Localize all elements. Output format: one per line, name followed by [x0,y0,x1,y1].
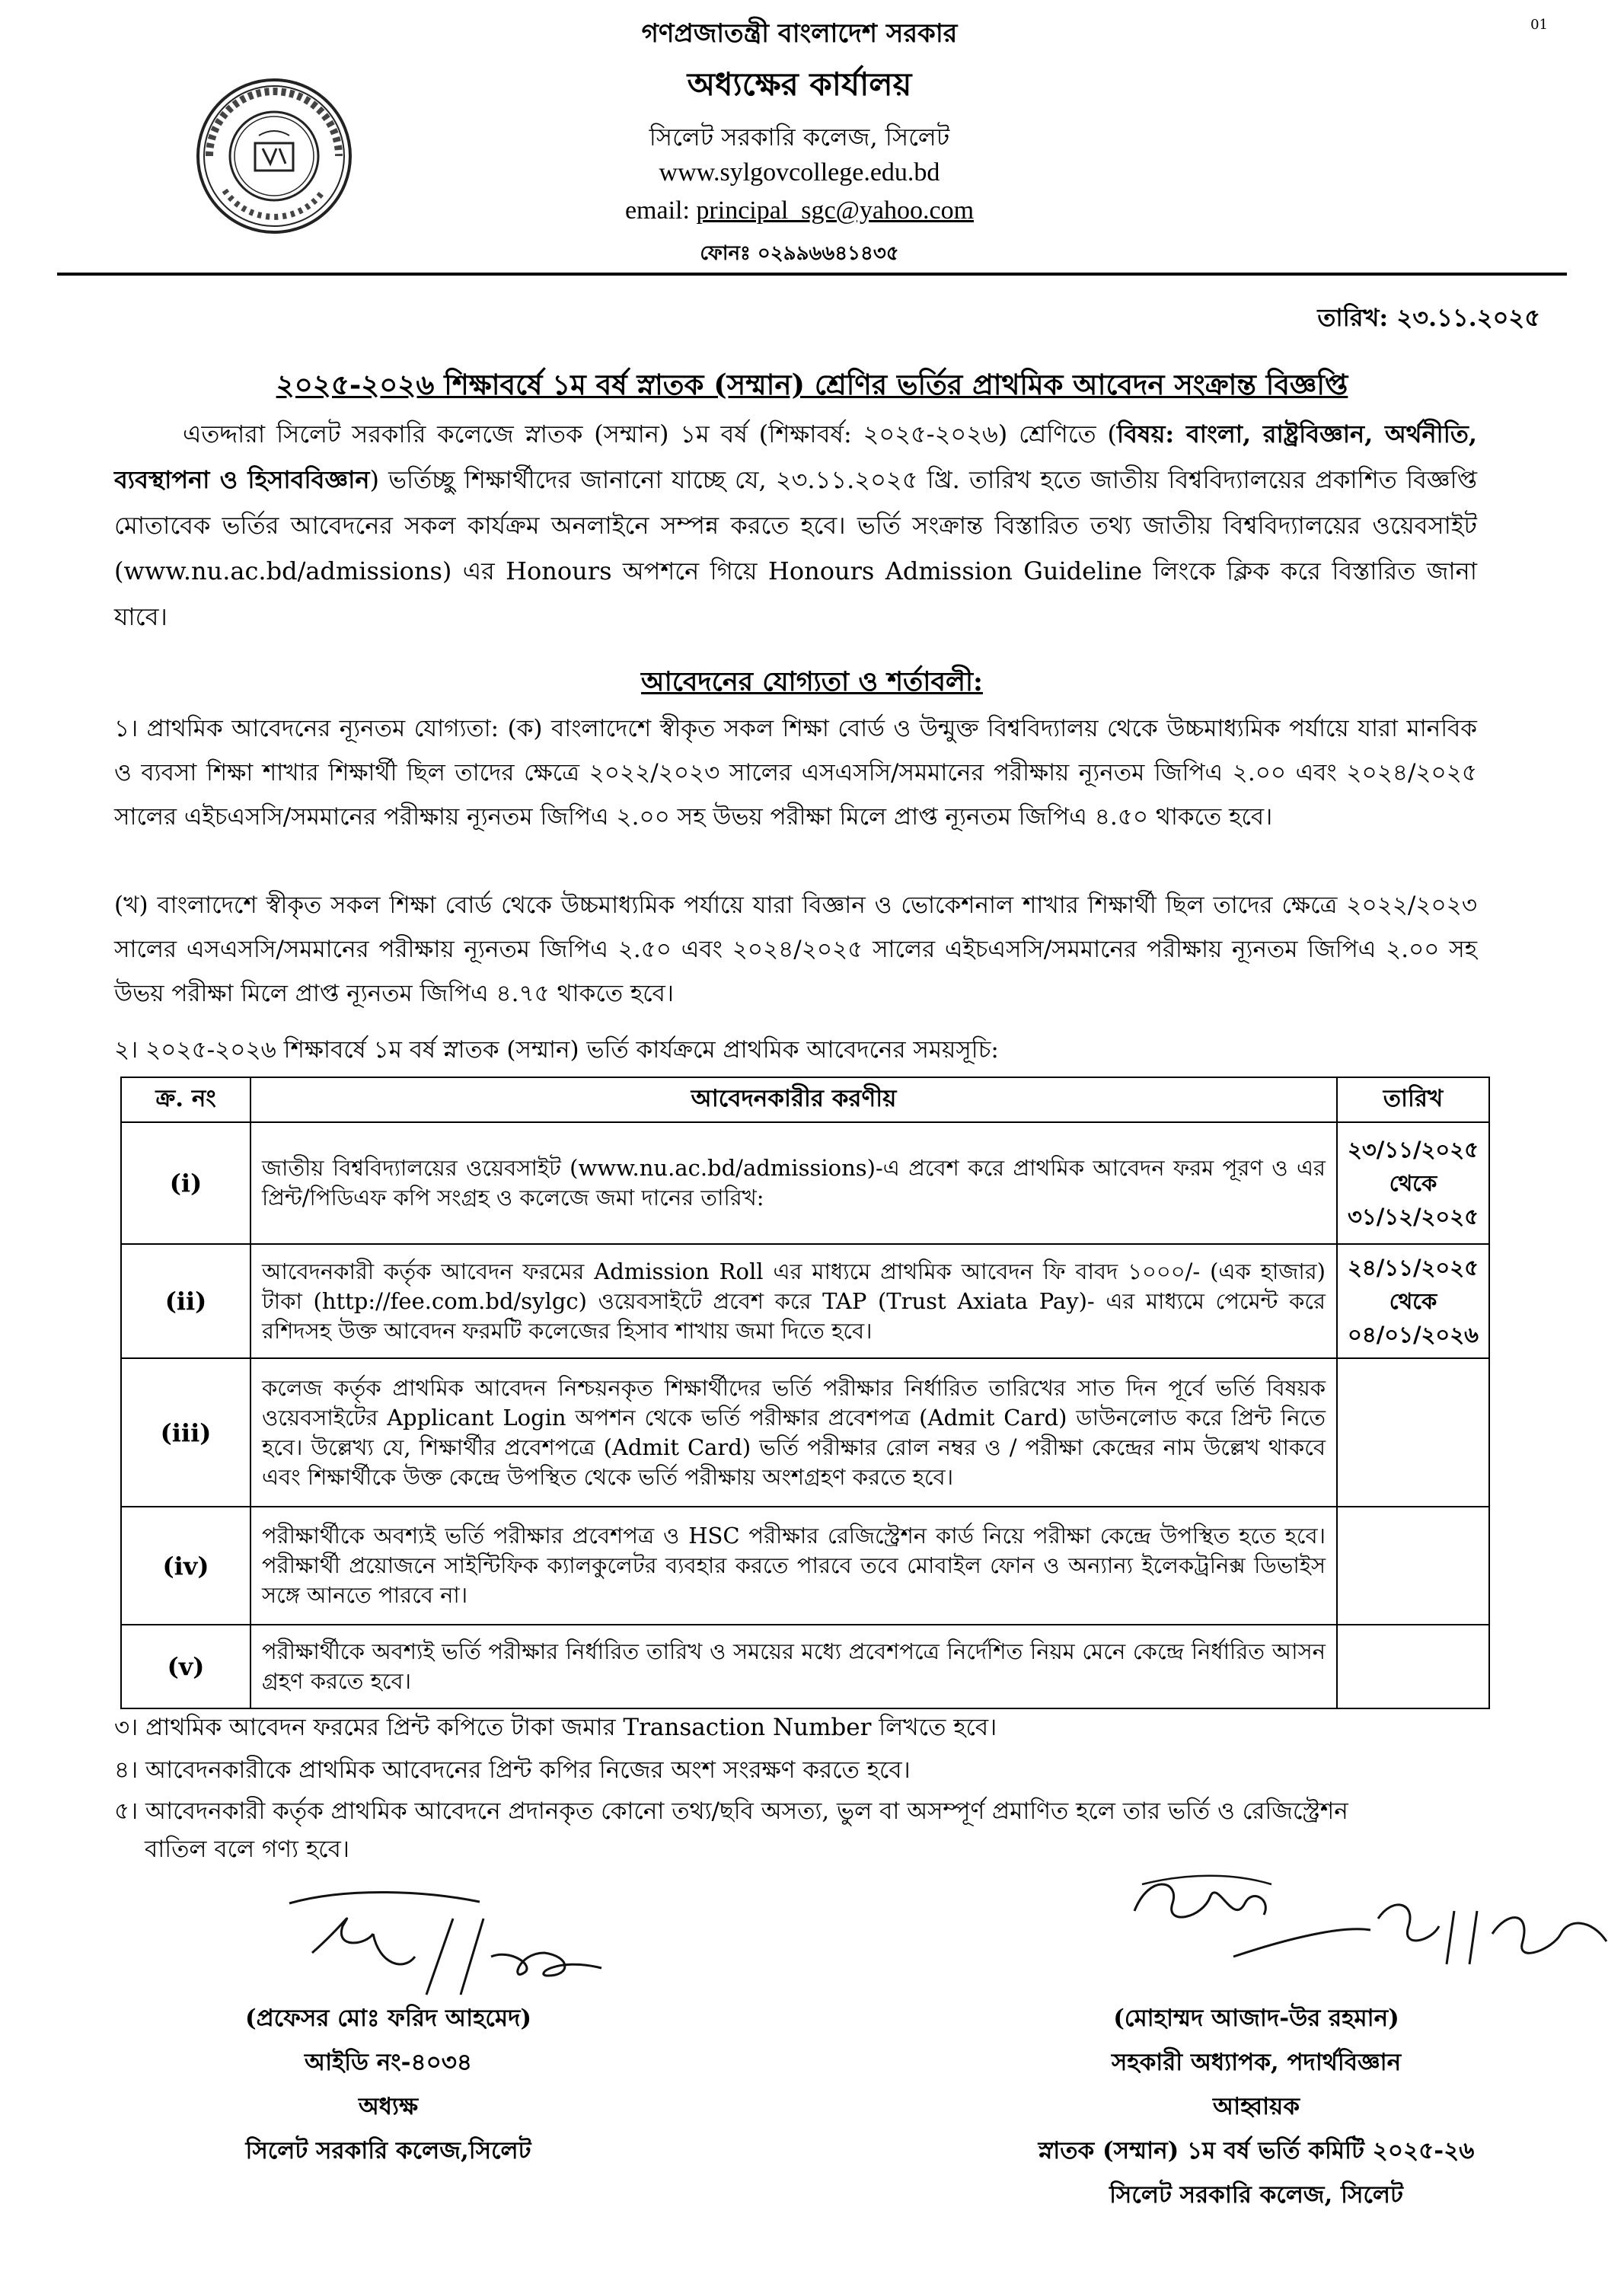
conditions-title: আবেদনের যোগ্যতা ও শর্তাবলী: [641,666,983,697]
header-email-line [381,196,1218,225]
note-3: ৩। প্রাথমিক আবেদন ফরমের প্রিন্ট কপিতে টাকা জমার Transaction Number লিখতে হবে। [114,1714,997,1741]
note-5 [114,1792,1477,1868]
notice-date: তারিখ: ২৩.১১.২০২৫ [1317,303,1540,332]
row-task: আবেদনকারী কর্তৃক আবেদন ফরমের Admission Roll এর মাধ্যমে প্রাথমিক আবেদন ফি বাবদ ১০০০/- (এক হাজার) টাকা (http://fee.com.bd/sylgc) ওয়েবসাইটে প্রবেশ করে TAP (Trust Axiata Pay)- এর মাধ্যমে পেমেন্ট করে রশিদসহ উক্ত আবেদন ফরমটি কলেজের হিসাব শাখায় জমা দিতে হবে। [250,1244,1337,1358]
header-website: www.sylgovcollege.edu.bd [659,158,940,187]
row-serial: (iv) [121,1507,250,1625]
table-row [121,1122,1489,1244]
col-header-date: তারিখ [1337,1077,1489,1122]
signatory-right-committee: স্নাতক (সম্মান) ১ম বর্ষ ভর্তি কমিটি ২০২৫-২৬ [1038,2137,1475,2164]
table-row [121,1507,1489,1625]
note-5-line-1: ৫। আবেদনকারী কর্তৃক প্রাথমিক আবেদনে প্রদানকৃত কোনো তথ্য/ছবি অসত্য, ভুল বা অসম্পূর্ণ প্রমাণিত হলে তার ভর্তি ও রেজিস্ট্রেশন [114,1798,1348,1825]
signatory-left-id: আইডি নং-৪০৩৪ [304,2049,473,2076]
signatory-left-designation: অধ্যক্ষ [358,2093,419,2120]
intro-part-1: এতদ্দারা সিলেট সরকারি কলেজে স্নাতক (সম্মান) ১ম বর্ষ (শিক্ষাবর্ষ: ২০২৫-২০২৬) শ্রেণিতে ( [183,419,1117,448]
date-separator: থেকে [1389,1170,1437,1196]
email-label: email: [624,196,690,225]
table-row [121,1358,1489,1507]
col-header-serial: ক্র. নং [121,1077,250,1122]
row-serial: (v) [121,1625,250,1708]
table-row [121,1244,1489,1358]
schedule-table [120,1077,1490,1709]
schedule-header-row [121,1077,1489,1122]
signatory-right-role: আহ্বায়ক [1212,2093,1300,2120]
header-phone: ফোনঃ ০২৯৯৬৬৪১৪৩৫ [700,242,899,265]
signatory-left [152,1996,624,2173]
note-5-line-2: বাতিল বলে গণ্য হবে। [145,1836,349,1863]
row-date [1337,1358,1489,1507]
row-date [1337,1122,1489,1244]
row-serial: (i) [121,1122,250,1244]
row-task: পরীক্ষার্থীকে অবশ্যই ভর্তি পরীক্ষার প্রবেশপত্র ও HSC পরীক্ষার রেজিস্ট্রেশন কার্ড নিয়ে পরীক্ষা কেন্দ্রে উপস্থিত হতে হবে। পরীক্ষার্থী প্রয়োজনে সাইন্টিফিক ক্যালকুলেটর ব্যবহার করতে পারবে তবে মোবাইল ফোন ও অন্যান্য ইলেকট্রনিক্স ডিভাইস সঙ্গে আনতে পারবে না। [250,1507,1337,1625]
email-address: principal_sgc@yahoo.com [696,196,975,225]
college-seal-icon [194,76,354,236]
table-row [121,1625,1489,1708]
date-to: ০৪/০১/২০২৬ [1348,1322,1479,1348]
signatory-left-institution: সিলেট সরকারি কলেজ,সিলেট [245,2137,531,2164]
intro-subjects: বিষয়: বাংলা, রাষ্ট্রবিজ্ঞান, অর্থনীতি, ব্যবস্থাপনা ও হিসাববিজ্ঞান [114,419,1477,494]
row-date [1337,1244,1489,1358]
header-office: অধ্যক্ষের কার্যালয় [687,65,912,103]
date-to: ৩১/১২/২০২৫ [1348,1204,1479,1230]
header-government: গণপ্রজাতন্ত্রী বাংলাদেশ সরকার [641,18,958,49]
date-from: ২৪/১১/২০২৫ [1348,1255,1479,1281]
row-task: কলেজ কর্তৃক প্রাথমিক আবেদন নিশ্চয়নকৃত শিক্ষার্থীদের ভর্তি পরীক্ষার নির্ধারিত তারিখের সাত দিন পূর্বে ভর্তি বিষয়ক ওয়েবসাইটের Applicant Login অপশন থেকে ভর্তি পরীক্ষার প্রবেশপত্র (Admit Card) ডাউনলোড করে প্রিন্ট নিতে হবে। উল্লেখ্য যে, শিক্ষার্থীর প্রবেশপত্রে (Admit Card) ভর্তি পরীক্ষার রোল নম্বর ও / পরীক্ষা কেন্দ্রের নাম উল্লেখ থাকবে এবং শিক্ষার্থীকে উক্ত কেন্দ্রে উপস্থিত থেকে ভর্তি পরীক্ষায় অংশগ্রহণ করতে হবে। [250,1358,1337,1507]
header-college: সিলেট সরকারি কলেজ, সিলেট [649,123,950,152]
row-date [1337,1625,1489,1708]
row-serial: (iii) [121,1358,250,1507]
intro-part-2: ) ভর্তিচ্ছু শিক্ষার্থীদের জানানো যাচ্ছে যে, ২৩.১১.২০২৫ খ্রি. তারিখ হতে জাতীয় বিশ্ববিদ্যালয়ের প্রকাশিত বিজ্ঞপ্তি মোতাবেক ভর্তির আবেদনের সকল কার্যক্রম অনলাইনে সম্পন্ন করতে হবে। ভর্তি সংক্রান্ত বিস্তারিত তথ্য জাতীয় বিশ্ববিদ্যালয়ের ওয়েবসাইট (www.nu.ac.bd/admissions) এর Honours অপশনে গিয়ে Honours Admission Guideline লিংকে ক্লিক করে বিস্তারিত জানা যাবে। [114,465,1478,631]
page-number: 01 [1530,17,1548,33]
signatory-right-name: (মোহাম্মদ আজাদ-উর রহমান) [1113,2005,1399,2032]
note-4: ৪। আবেদনকারীকে প্রাথমিক আবেদনের প্রিন্ট কপির নিজের অংশ সংরক্ষণ করতে হবে। [114,1756,911,1784]
notice-title: ২০২৫-২০২৬ শিক্ষাবর্ষে ১ম বর্ষ স্নাতক (সম্মান) শ্রেণির ভর্তির প্রাথমিক আবেদন সংক্রান্ত বিজ্ঞপ্তি [276,368,1348,401]
signatory-right [967,1996,1546,2217]
intro-paragraph [114,411,1477,640]
row-task: পরীক্ষার্থীকে অবশ্যই ভর্তি পরীক্ষার নির্ধারিত তারিখ ও সময়ের মধ্যে প্রবেশপত্রে নির্দেশিত নিয়ম মেনে কেন্দ্রে নির্ধারিত আসন গ্রহণ করতে হবে। [250,1625,1337,1708]
signatory-left-name: (প্রফেসর মোঃ ফরিদ আহমেদ) [244,2005,532,2032]
condition-2: ২। ২০২৫-২০২৬ শিক্ষাবর্ষে ১ম বর্ষ স্নাতক (সম্মান) ভর্তি কার্যক্রমে প্রাথমিক আবেদনের সময়সূচি: [114,1036,999,1064]
col-header-task: আবেদনকারীর করণীয় [250,1077,1337,1122]
convener-signature-icon [1119,1858,1624,1995]
row-task: জাতীয় বিশ্ববিদ্যালয়ের ওয়েবসাইট (www.nu.ac.bd/admissions)-এ প্রবেশ করে প্রাথমিক আবেদন ফরম পূরণ ও এর প্রিন্ট/পিডিএফ কপি সংগ্রহ ও কলেজে জমা দানের তারিখ: [250,1122,1337,1244]
condition-1: ১। প্রাথমিক আবেদনের ন্যূনতম যোগ্যতা: (ক) বাংলাদেশে স্বীকৃত সকল শিক্ষা বোর্ড ও উন্মুক্ত বিশ্ববিদ্যালয় থেকে উচ্চমাধ্যমিক পর্যায়ে যারা মানবিক ও ব্যবসা শিক্ষা শাখার শিক্ষার্থী ছিল তাদের ক্ষেত্রে ২০২২/২০২৩ সালের এসএসসি/সমমানের পরীক্ষায় ন্যূনতম জিপিএ ২.০০ এবং ২০২৪/২০২৫ সালের এইচএসসি/সমমানের পরীক্ষায় ন্যূনতম জিপিএ ২.০০ সহ উভয় পরীক্ষা মিলে প্রাপ্ত ন্যূনতম জিপিএ ৪.৫০ থাকতে হবে। [114,715,1477,831]
row-date [1337,1507,1489,1625]
signatory-right-designation: সহকারী অধ্যাপক, পদার্থবিজ্ঞান [1111,2049,1402,2076]
date-separator: থেকে [1389,1288,1437,1314]
header-divider [57,273,1567,276]
condition-1b: (খ) বাংলাদেশে স্বীকৃত সকল শিক্ষা বোর্ড থেকে উচ্চমাধ্যমিক পর্যায়ে যারা বিজ্ঞান ও ভোকেশনাল শাখার শিক্ষার্থী ছিল তাদের ক্ষেত্রে ২০২২/২০২৩ সালের এসএসসি/সমমানের পরীক্ষায় ন্যূনতম জিপিএ ২.৫০ এবং ২০২৪/২০২৫ সালের এইচএসসি/সমমানের পরীক্ষায় ন্যূনতম জিপিএ ২.০০ সহ উভয় পরীক্ষা মিলে প্রাপ্ত ন্যূনতম জিপিএ ৪.৭৫ থাকতে হবে। [114,892,1477,1007]
row-serial: (ii) [121,1244,250,1358]
signatory-right-institution: সিলেট সরকারি কলেজ, সিলেট [1109,2181,1403,2209]
date-from: ২৩/১১/২০২৫ [1348,1137,1479,1163]
